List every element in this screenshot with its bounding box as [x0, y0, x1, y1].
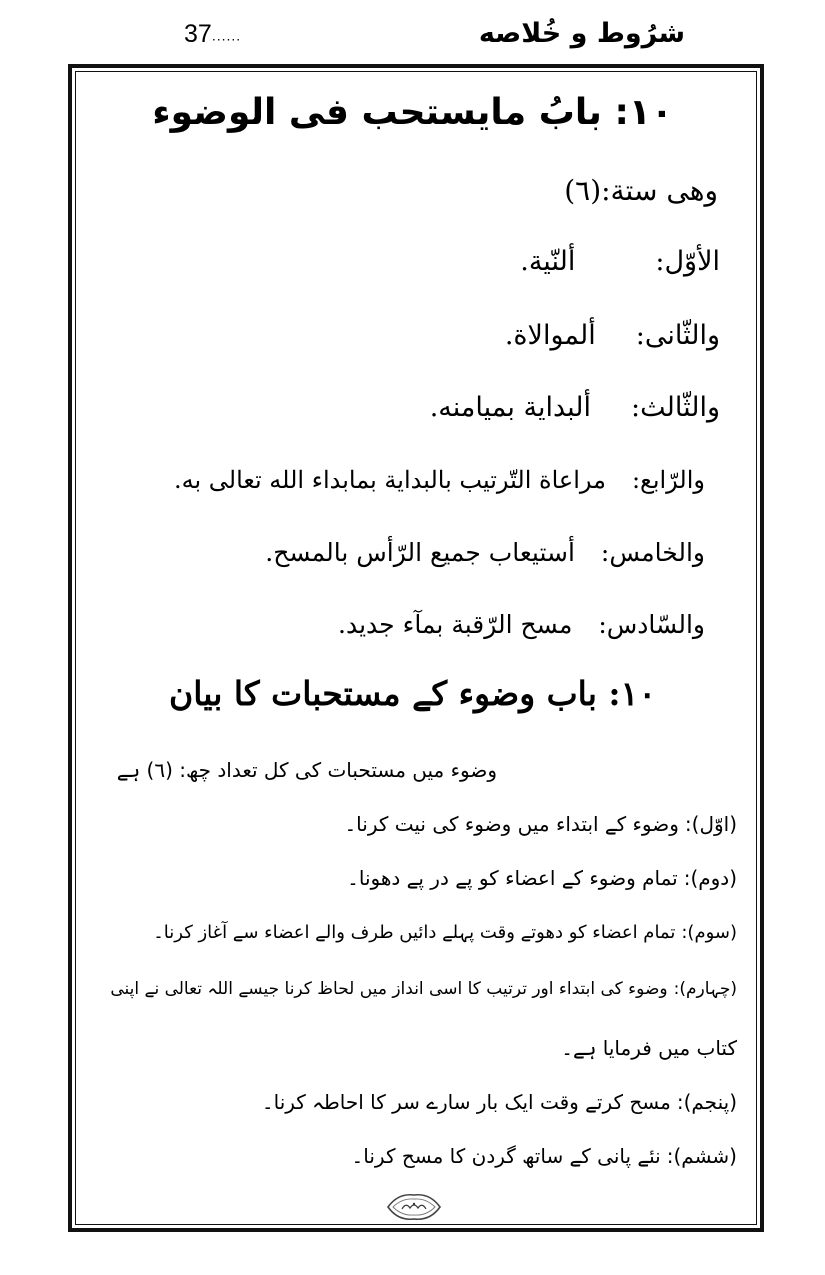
arabic-item-5 — [265, 538, 705, 567]
urdu-item-label: (ششم): — [666, 1144, 737, 1168]
urdu-item-2 — [347, 866, 737, 890]
arabic-item-text: مسح الرّقبة بمآء جديد. — [338, 610, 573, 639]
arabic-item-text: ألبداية بميامنه. — [429, 392, 592, 423]
urdu-item-5 — [262, 1090, 737, 1114]
urdu-item-text: نئے پانی کے ساتھ گردن کا مسح کرنا۔ — [351, 1144, 661, 1168]
urdu-item-text: وضوء کے ابتداء میں وضوء کی نیت کرنا۔ — [344, 812, 679, 836]
urdu-item-label: (اوّل): — [684, 812, 737, 836]
urdu-item-text: مسح کرتے وقت ایک بار سارے سر کا احاطہ کرنا۔ — [261, 1090, 671, 1114]
page-number-dots: ...... — [211, 27, 242, 44]
arabic-intro: وهی ستة:(٦) — [564, 174, 718, 207]
urdu-item-1 — [344, 812, 737, 836]
urdu-intro: وضوء میں مستحبات کی کل تعداد چھ: (٦) ہے — [116, 758, 497, 782]
arabic-item-text: أستيعاب جميع الرّأس بالمسح. — [265, 538, 575, 567]
urdu-item-label: (سوم): — [681, 922, 737, 943]
urdu-item-label: (پنجم): — [676, 1090, 737, 1114]
arabic-item-label: الأوّل: — [655, 246, 720, 277]
arabic-item-label: والرّابع: — [631, 466, 705, 494]
arabic-item-text: مراعاة التّرتيب بالبداية بمابداء الله تعالی به. — [173, 466, 606, 494]
urdu-item-text: تمام وضوء کے اعضاء کو پے در پے دھونا۔ — [347, 866, 678, 890]
urdu-item-text: وضوء کی ابتداء اور ترتیب کا اسی انداز میں لحاظ کرنا جیسے اللہ تعالی نے اپنی — [110, 979, 668, 999]
arabic-item-1 — [520, 246, 720, 277]
urdu-section-title: ١٠: باب وضوء کے مستحبات کا بیان — [168, 674, 657, 713]
arabic-item-text: ألنّية. — [520, 246, 576, 277]
running-head: شرُوط و خُلاصه — [478, 18, 685, 49]
urdu-item-3 — [153, 922, 737, 943]
arabic-item-label: والسّادس: — [598, 610, 705, 639]
arabic-item-4 — [174, 466, 705, 494]
urdu-item-label: (دوم): — [683, 866, 737, 890]
arabic-item-label: والخامس: — [600, 538, 705, 567]
calligraphy-ornament-icon — [384, 1190, 444, 1224]
urdu-item-text: تمام اعضاء کو دھوتے وقت پہلے دائیں طرف والے اعضاء سے آغاز کرنا۔ — [153, 922, 676, 943]
urdu-item-6 — [352, 1144, 737, 1168]
arabic-item-text: ألموالاة. — [504, 320, 596, 351]
arabic-item-3 — [430, 392, 720, 423]
arabic-item-2 — [505, 320, 720, 351]
arabic-item-6 — [338, 610, 705, 639]
page-number: 37...... — [184, 20, 242, 48]
arabic-section-title: ١٠: بابُ مایستحب فی الوضوء — [152, 92, 673, 133]
arabic-item-label: والثّانی: — [635, 320, 720, 351]
urdu-item-label: (چہارم): — [673, 979, 737, 999]
urdu-item-4-continuation: کتاب میں فرمایا ہے۔ — [561, 1036, 737, 1060]
arabic-item-label: والثّالث: — [631, 392, 720, 423]
urdu-item-4 — [110, 978, 737, 999]
